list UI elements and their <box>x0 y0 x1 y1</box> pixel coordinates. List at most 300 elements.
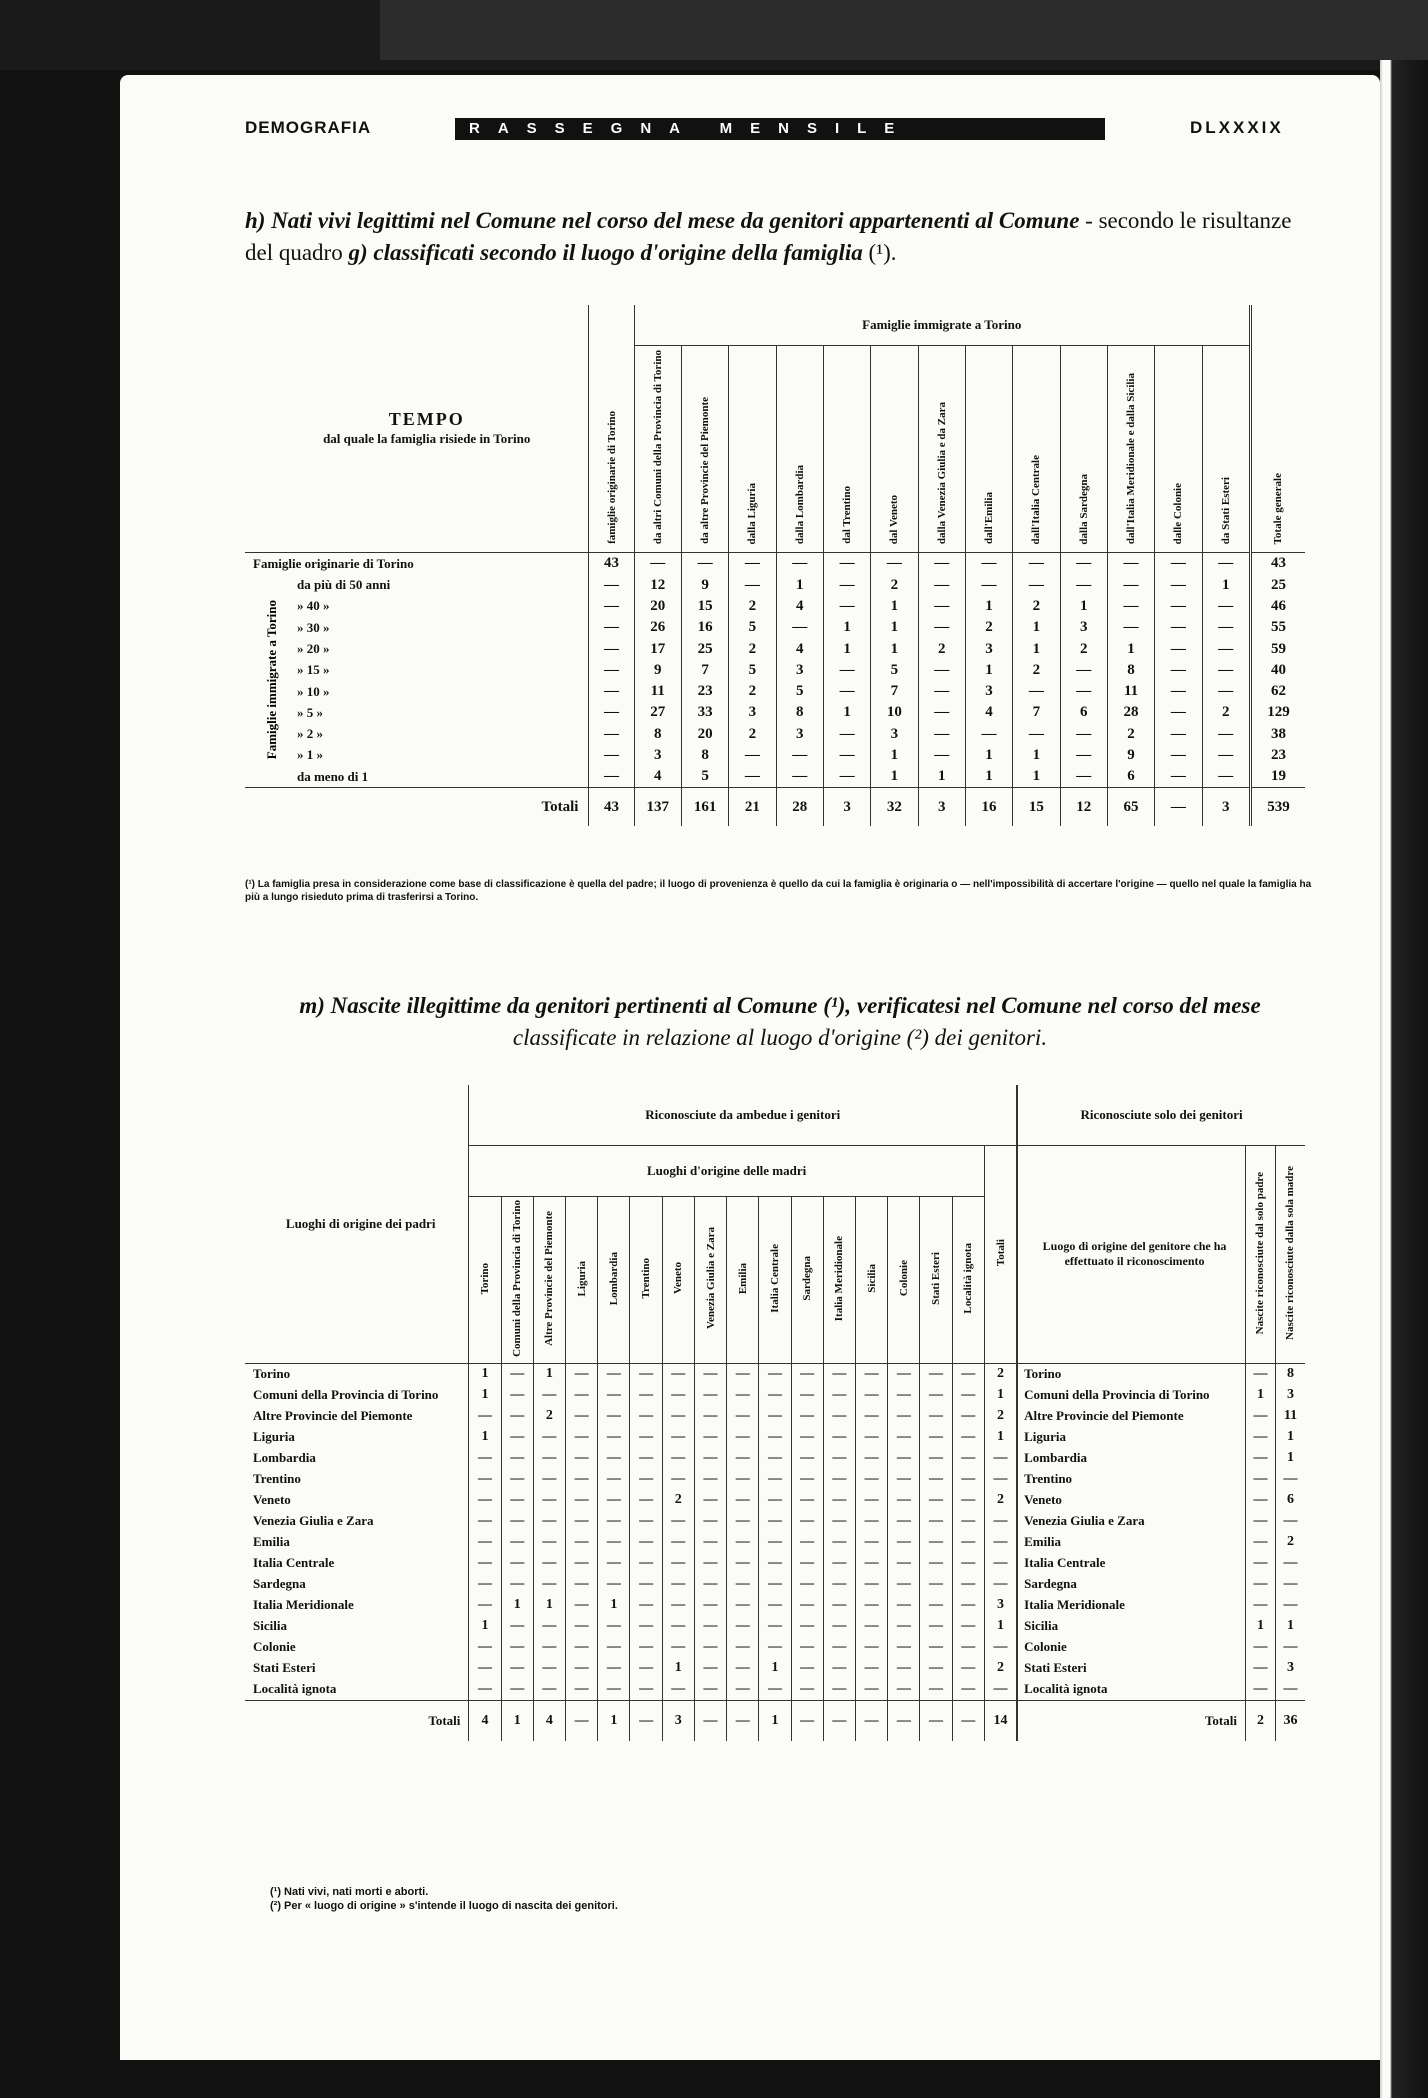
table-cell: — <box>1060 660 1107 681</box>
table-cell: 5 <box>871 660 918 681</box>
table-cell: — <box>1060 766 1107 788</box>
parent-origin-label: Altre Provincie del Piemonte <box>1017 1406 1245 1427</box>
father-origin-label: Veneto <box>253 1492 291 1508</box>
table-cell: — <box>1202 681 1250 702</box>
table-cell: — <box>533 1574 565 1595</box>
immigrate-col-7 <box>965 346 1012 553</box>
mother-col-6 <box>662 1197 694 1364</box>
table-cell: — <box>589 660 634 681</box>
mother-col-15 <box>952 1197 984 1364</box>
table-cell: — <box>1155 638 1202 659</box>
table-row <box>245 1406 1305 1427</box>
table-cell: — <box>888 1658 920 1679</box>
table-cell: — <box>501 1385 533 1406</box>
section-m-table <box>245 1085 1305 1741</box>
table-cell: — <box>1202 745 1250 766</box>
madre-cell: 6 <box>1275 1490 1305 1511</box>
section-h-footnote: (¹) La famiglia presa in considerazione come base di classificazione è quella del padre; il luogo di provenienza è quello da cui la famiglia è originaria o — nell'impossibilità di accertare l'origine — quello nel quale la famiglia ha più a lungo risieduto prima di trasferirsi a Torino. <box>245 879 1312 903</box>
table-cell: — <box>823 1679 855 1701</box>
table-cell: — <box>823 1553 855 1574</box>
table-cell: 43 <box>589 553 634 575</box>
table-cell: — <box>888 1448 920 1469</box>
table-cell: — <box>694 1553 726 1574</box>
table-cell: — <box>984 1574 1017 1595</box>
table-cell: — <box>533 1532 565 1553</box>
table-cell: 23 <box>681 681 728 702</box>
table-row <box>245 766 1305 788</box>
table-cell: — <box>694 1637 726 1658</box>
table-cell: 4 <box>965 702 1012 723</box>
madre-cell: 2 <box>1275 1532 1305 1553</box>
table-cell: — <box>920 1363 952 1385</box>
section-h-title-rest: - secondo le risultanze del quadro <box>245 208 1292 265</box>
table-cell: 2 <box>984 1490 1017 1511</box>
group-both-header: Riconosciute da ambedue i genitori <box>469 1085 1017 1146</box>
madre-cell: 1 <box>1275 1427 1305 1448</box>
table-cell: — <box>694 1658 726 1679</box>
table-cell: — <box>727 1448 759 1469</box>
totals-cell: — <box>888 1700 920 1741</box>
table-cell: — <box>598 1469 630 1490</box>
table-cell: — <box>1155 724 1202 745</box>
table-cell: — <box>920 1574 952 1595</box>
parent-origin-label: Liguria <box>1017 1427 1245 1448</box>
table-cell: 3 <box>965 681 1012 702</box>
table-cell: — <box>952 1427 984 1448</box>
table-cell: 8 <box>1107 660 1154 681</box>
table-cell: — <box>823 1574 855 1595</box>
table-cell: — <box>566 1637 598 1658</box>
table-row <box>245 574 1305 595</box>
table-cell: — <box>533 1553 565 1574</box>
totals-cell: — <box>791 1700 823 1741</box>
table-cell: — <box>630 1385 662 1406</box>
table-cell: — <box>469 1532 501 1553</box>
table-cell: 8 <box>634 724 681 745</box>
parent-origin-label: Venezia Giulia e Zara <box>1017 1511 1245 1532</box>
table-cell: — <box>469 1406 501 1427</box>
table-cell: — <box>920 1511 952 1532</box>
table-row <box>245 660 1305 681</box>
table-cell: — <box>920 1385 952 1406</box>
table-cell: — <box>566 1553 598 1574</box>
table-cell: — <box>984 1448 1017 1469</box>
mother-col-label: Lombardia <box>607 1251 620 1306</box>
table-cell: 3 <box>729 702 776 723</box>
table-cell: — <box>952 1595 984 1616</box>
totals-cell: 21 <box>729 788 776 827</box>
table-cell: — <box>694 1490 726 1511</box>
table-cell: — <box>952 1532 984 1553</box>
table-cell: — <box>727 1553 759 1574</box>
table-cell: — <box>598 1637 630 1658</box>
table-cell: 59 <box>1250 638 1305 659</box>
parent-origin-label: Comuni della Provincia di Torino <box>1017 1385 1245 1406</box>
table-cell: 3 <box>984 1595 1017 1616</box>
padre-cell: — <box>1245 1658 1275 1679</box>
table-cell: — <box>984 1469 1017 1490</box>
table-cell: — <box>1013 553 1060 575</box>
mother-col-label: Venezia Giulia e Zara <box>704 1227 717 1330</box>
table-cell: 2 <box>729 596 776 617</box>
table-cell: — <box>533 1511 565 1532</box>
table-cell: 2 <box>984 1406 1017 1427</box>
table-cell: — <box>776 553 823 575</box>
table-cell: 2 <box>533 1406 565 1427</box>
parent-origin-label: Località ignota <box>1017 1679 1245 1701</box>
table-cell: 9 <box>1107 745 1154 766</box>
table-cell: — <box>856 1406 888 1427</box>
table-cell: — <box>952 1363 984 1385</box>
table-cell: — <box>566 1490 598 1511</box>
immigrate-col-2 <box>729 346 776 553</box>
totals-cell: — <box>920 1700 952 1741</box>
madre-cell: — <box>1275 1637 1305 1658</box>
parent-origin-label: Trentino <box>1017 1469 1245 1490</box>
table-cell: — <box>501 1532 533 1553</box>
table-cell: 1 <box>984 1385 1017 1406</box>
table-cell: — <box>598 1385 630 1406</box>
table-cell: — <box>1202 617 1250 638</box>
table-cell: — <box>589 596 634 617</box>
table-cell: 9 <box>681 574 728 595</box>
padre-cell: — <box>1245 1637 1275 1658</box>
table-cell: — <box>920 1448 952 1469</box>
table-cell: — <box>888 1363 920 1385</box>
section-m-body <box>245 1363 1305 1741</box>
table-cell: — <box>1107 574 1154 595</box>
table-cell: — <box>694 1574 726 1595</box>
table-cell: — <box>984 1637 1017 1658</box>
table-cell: — <box>662 1385 694 1406</box>
madre-cell: 11 <box>1275 1406 1305 1427</box>
table-cell: 1 <box>823 638 870 659</box>
table-cell: — <box>965 574 1012 595</box>
padre-cell: — <box>1245 1511 1275 1532</box>
immigrate-col-label: dalla Sardegna <box>1077 473 1090 545</box>
parent-origin-label: Veneto <box>1017 1490 1245 1511</box>
section-m-footnote-1: (¹) Nati vivi, nati morti e aborti. <box>270 1886 429 1898</box>
table-cell: — <box>918 724 965 745</box>
table-cell: — <box>791 1658 823 1679</box>
table-cell: — <box>1060 553 1107 575</box>
table-cell: — <box>634 553 681 575</box>
table-cell: — <box>1107 596 1154 617</box>
table-cell: — <box>1202 724 1250 745</box>
table-cell: 3 <box>634 745 681 766</box>
mother-col-9 <box>759 1197 791 1364</box>
table-cell: — <box>856 1595 888 1616</box>
table-cell: — <box>759 1490 791 1511</box>
table-cell: — <box>501 1427 533 1448</box>
table-cell: — <box>598 1553 630 1574</box>
table-cell: — <box>1155 766 1202 788</box>
table-cell: — <box>727 1616 759 1637</box>
table-cell: — <box>791 1553 823 1574</box>
table-cell: — <box>630 1616 662 1637</box>
immigrate-col-label: dalle Colonie <box>1172 482 1185 545</box>
table-cell: — <box>727 1490 759 1511</box>
table-cell: 1 <box>1107 638 1154 659</box>
table-cell: — <box>888 1511 920 1532</box>
immigrate-col-label: da altre Provincie del Piemonte <box>699 397 712 545</box>
table-cell: 27 <box>634 702 681 723</box>
table-cell: — <box>888 1406 920 1427</box>
table-cell: 5 <box>776 681 823 702</box>
table-cell: — <box>791 1406 823 1427</box>
table-cell: — <box>856 1363 888 1385</box>
table-cell: 129 <box>1250 702 1305 723</box>
table-cell: — <box>598 1406 630 1427</box>
table-cell: 1 <box>469 1385 501 1406</box>
table-row <box>245 1658 1305 1679</box>
section-h-body <box>245 553 1305 827</box>
row-label: » 10 » <box>245 681 589 702</box>
mother-col-label: Italia Centrale <box>768 1244 781 1313</box>
mother-col-0 <box>469 1197 501 1364</box>
table-cell: — <box>856 1490 888 1511</box>
table-cell: — <box>662 1427 694 1448</box>
section-m-title-line1: m) Nascite illegittime da genitori pertinenti al Comune (¹), verificatesi nel Comune nel corso del mese <box>299 993 1261 1018</box>
mother-col-8 <box>727 1197 759 1364</box>
table-cell: — <box>965 553 1012 575</box>
table-cell: 1 <box>871 766 918 788</box>
table-cell: — <box>598 1574 630 1595</box>
table-cell: — <box>1202 638 1250 659</box>
parent-origin-label: Emilia <box>1017 1532 1245 1553</box>
totals-cell: 14 <box>984 1700 1017 1741</box>
table-cell: — <box>920 1427 952 1448</box>
table-cell: — <box>1155 596 1202 617</box>
immigrate-col-0 <box>634 346 681 553</box>
table-cell: — <box>952 1679 984 1701</box>
table-cell: 55 <box>1250 617 1305 638</box>
immigrate-col-6 <box>918 346 965 553</box>
table-cell: 26 <box>634 617 681 638</box>
table-cell: — <box>727 1427 759 1448</box>
totals-cell: — <box>856 1700 888 1741</box>
table-cell: — <box>952 1511 984 1532</box>
table-cell: — <box>920 1637 952 1658</box>
table-cell: — <box>1013 574 1060 595</box>
table-cell: — <box>589 702 634 723</box>
table-cell: — <box>776 745 823 766</box>
table-cell: 12 <box>634 574 681 595</box>
table-cell: — <box>823 1490 855 1511</box>
table-cell: 3 <box>871 724 918 745</box>
table-cell: — <box>469 1490 501 1511</box>
immigrate-col-1 <box>681 346 728 553</box>
table-cell: 6 <box>1060 702 1107 723</box>
table-cell: 7 <box>871 681 918 702</box>
table-cell: 33 <box>681 702 728 723</box>
table-cell: — <box>630 1406 662 1427</box>
mother-col-11 <box>823 1197 855 1364</box>
table-cell: — <box>952 1658 984 1679</box>
table-cell: 5 <box>729 660 776 681</box>
mother-col-label: Veneto <box>672 1262 685 1295</box>
table-cell: — <box>918 596 965 617</box>
table-cell: — <box>694 1427 726 1448</box>
table-cell: — <box>888 1553 920 1574</box>
table-row <box>245 745 1305 766</box>
padre-cell: — <box>1245 1574 1275 1595</box>
table-cell: — <box>469 1637 501 1658</box>
table-cell: — <box>952 1574 984 1595</box>
table-cell: — <box>1155 553 1202 575</box>
table-cell: — <box>662 1595 694 1616</box>
table-cell: 1 <box>918 766 965 788</box>
immigrate-col-label: dall'Italia Meridionale e dalla Sicilia <box>1125 373 1138 545</box>
table-cell: 1 <box>984 1616 1017 1637</box>
table-cell: 2 <box>984 1363 1017 1385</box>
col-totali <box>984 1146 1017 1364</box>
table-cell: — <box>533 1637 565 1658</box>
table-cell: — <box>501 1490 533 1511</box>
table-cell: — <box>791 1448 823 1469</box>
table-cell: — <box>965 724 1012 745</box>
table-cell: — <box>1013 681 1060 702</box>
table-cell: — <box>469 1553 501 1574</box>
table-cell: — <box>984 1679 1017 1701</box>
table-cell: — <box>630 1637 662 1658</box>
table-cell: — <box>501 1679 533 1701</box>
father-origin-label: Sicilia <box>253 1618 287 1634</box>
immigrate-col-12 <box>1202 346 1250 553</box>
table-cell: 1 <box>1013 745 1060 766</box>
table-cell: — <box>920 1616 952 1637</box>
table-cell: 1 <box>1013 766 1060 788</box>
table-cell: — <box>727 1658 759 1679</box>
table-cell: 2 <box>965 617 1012 638</box>
col-padre <box>1245 1146 1275 1364</box>
madre-cell: 8 <box>1275 1363 1305 1385</box>
table-cell: 1 <box>776 574 823 595</box>
table-cell: — <box>1155 617 1202 638</box>
table-cell: 1 <box>759 1658 791 1679</box>
madre-cell: 3 <box>1275 1658 1305 1679</box>
running-header-page-number: DLXXXIX <box>1190 118 1284 137</box>
padre-cell: — <box>1245 1406 1275 1427</box>
table-cell: — <box>888 1385 920 1406</box>
madre-cell: — <box>1275 1574 1305 1595</box>
table-cell: 1 <box>469 1427 501 1448</box>
tempo-header <box>245 305 589 553</box>
table-row <box>245 1553 1305 1574</box>
table-cell: — <box>759 1574 791 1595</box>
table-cell: 1 <box>965 660 1012 681</box>
row-label: » 2 » <box>245 724 589 745</box>
table-cell: — <box>533 1469 565 1490</box>
table-cell: 17 <box>634 638 681 659</box>
table-cell: — <box>952 1448 984 1469</box>
table-cell: — <box>729 553 776 575</box>
running-header-left: DEMOGRAFIA <box>245 118 372 137</box>
table-cell: — <box>1060 745 1107 766</box>
table-cell: — <box>727 1574 759 1595</box>
table-cell: — <box>791 1595 823 1616</box>
totals-cell: — <box>823 1700 855 1741</box>
table-cell: 9 <box>634 660 681 681</box>
father-origin-label: Liguria <box>253 1429 295 1445</box>
table-row <box>245 1574 1305 1595</box>
table-cell: — <box>694 1616 726 1637</box>
mother-col-label: Colonie <box>897 1260 910 1297</box>
table-cell: 8 <box>776 702 823 723</box>
table-cell: — <box>1013 724 1060 745</box>
scan-top-shadow <box>380 0 1428 60</box>
table-cell: — <box>533 1448 565 1469</box>
table-cell: — <box>501 1363 533 1385</box>
table-cell: 28 <box>1107 702 1154 723</box>
table-cell: 38 <box>1250 724 1305 745</box>
table-cell: — <box>1202 553 1250 575</box>
section-h-title <box>245 205 1325 269</box>
group-one-header: Riconosciute solo dei genitori <box>1017 1085 1305 1146</box>
totals-cell: — <box>694 1700 726 1741</box>
totals-cell: 4 <box>533 1700 565 1741</box>
table-cell: — <box>871 553 918 575</box>
table-cell: 2 <box>1013 660 1060 681</box>
table-cell: 25 <box>681 638 728 659</box>
father-origin-label: Trentino <box>253 1471 301 1487</box>
immigrate-col-label: dall'Italia Centrale <box>1030 454 1043 545</box>
table-cell: — <box>823 1532 855 1553</box>
table-cell: — <box>888 1679 920 1701</box>
table-cell: — <box>920 1595 952 1616</box>
table-cell: — <box>1202 660 1250 681</box>
table-cell: — <box>662 1616 694 1637</box>
totals-row <box>245 788 1305 827</box>
table-cell: — <box>727 1385 759 1406</box>
table-cell: — <box>662 1511 694 1532</box>
table-cell: — <box>630 1658 662 1679</box>
table-cell: 1 <box>1013 617 1060 638</box>
table-row <box>245 553 1305 575</box>
table-cell: — <box>888 1616 920 1637</box>
table-cell: — <box>920 1406 952 1427</box>
table-cell: — <box>791 1490 823 1511</box>
row-label: Famiglie originarie di Torino <box>245 553 589 575</box>
table-cell: 8 <box>681 745 728 766</box>
table-row <box>245 1595 1305 1616</box>
padre-cell: 1 <box>1245 1616 1275 1637</box>
table-cell: — <box>533 1490 565 1511</box>
padre-cell: — <box>1245 1595 1275 1616</box>
table-row <box>245 1616 1305 1637</box>
immigrate-col-label: da altri Comuni della Provincia di Torino <box>651 350 664 545</box>
totals-cell: 12 <box>1060 788 1107 827</box>
side-label-immigrate: Famiglie immigrate a Torino <box>264 600 279 760</box>
table-cell: — <box>856 1574 888 1595</box>
table-cell: 2 <box>662 1490 694 1511</box>
padre-cell: — <box>1245 1427 1275 1448</box>
totals-label-right: Totali <box>1017 1700 1245 1741</box>
luogo-genitore-header: Luogo di origine del genitore che ha effettuato il riconoscimento <box>1017 1146 1245 1364</box>
table-row <box>245 1532 1305 1553</box>
table-cell: — <box>918 745 965 766</box>
table-cell: — <box>952 1385 984 1406</box>
table-cell: — <box>533 1616 565 1637</box>
table-cell: — <box>920 1658 952 1679</box>
row-label: » 40 » <box>245 596 589 617</box>
table-cell: 1 <box>469 1616 501 1637</box>
table-cell: — <box>888 1532 920 1553</box>
table-cell: — <box>566 1511 598 1532</box>
table-cell: — <box>1107 553 1154 575</box>
table-cell: — <box>630 1490 662 1511</box>
table-cell: — <box>984 1511 1017 1532</box>
